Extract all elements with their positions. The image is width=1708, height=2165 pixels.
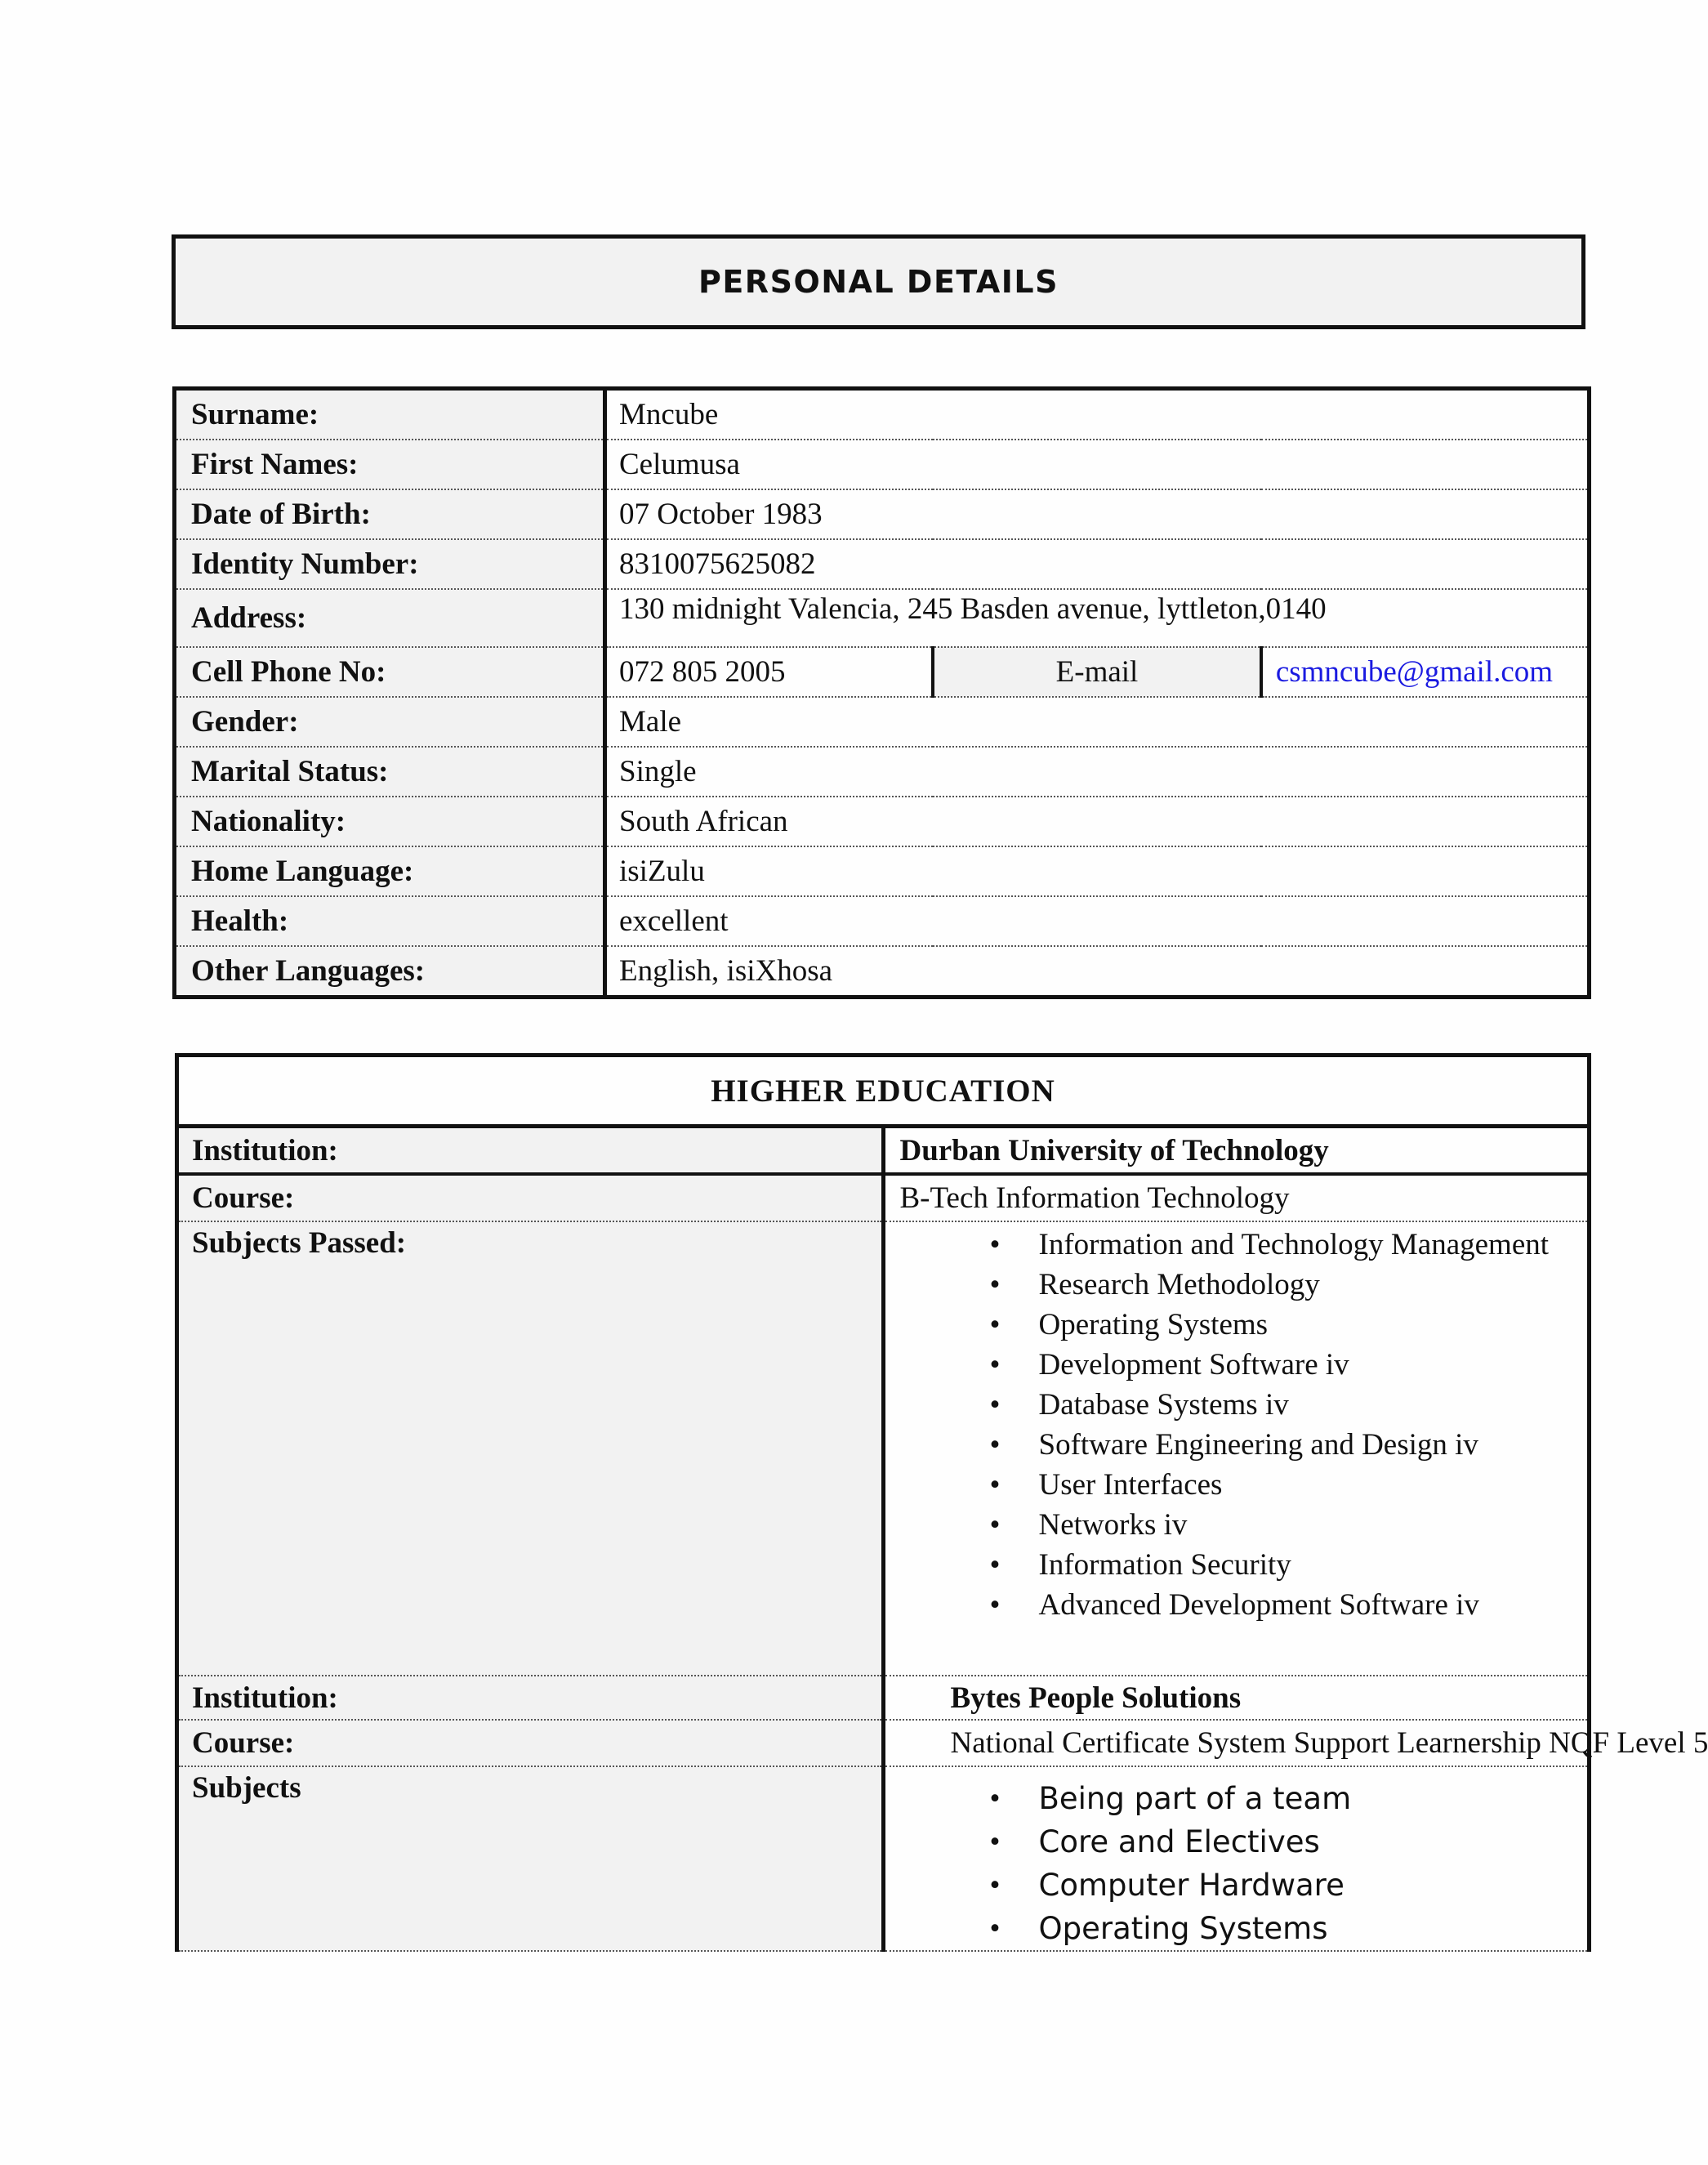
other-languages-row	[175, 946, 1590, 998]
id-number-label: Identity Number:	[175, 539, 605, 589]
other-languages-value: English, isiXhosa	[619, 954, 833, 988]
nationality-value: South African	[605, 797, 1590, 846]
dob-row	[175, 489, 1590, 539]
address-label: Address:	[175, 589, 605, 647]
gender-value: Male	[605, 697, 1590, 747]
first-names-label: First Names:	[175, 440, 605, 489]
email-label: E-mail	[933, 647, 1261, 697]
course-row	[177, 1174, 1590, 1221]
list-item: • Research Methodology	[885, 1265, 1588, 1305]
first-names-value: Celumusa	[605, 440, 1590, 489]
subjects-passed-label: Subjects Passed:	[177, 1221, 884, 1676]
list-item: • Advanced Development Software iv	[885, 1585, 1588, 1625]
higher-education-table	[175, 1053, 1708, 1952]
institution-label: Institution:	[177, 1676, 884, 1720]
course-label: Course:	[177, 1720, 884, 1766]
other-languages-label: Other Languages:	[175, 946, 605, 998]
cell-phone-label: Cell Phone No:	[175, 647, 605, 697]
surname-label: Surname:	[175, 389, 605, 440]
email-link[interactable]: csmncube@gmail.com	[1261, 647, 1590, 697]
institution-row	[177, 1127, 1590, 1175]
higher-education-heading-row	[177, 1056, 1590, 1127]
list-item: • Development Software iv	[885, 1345, 1588, 1385]
course-row	[177, 1720, 1590, 1766]
institution-value: Durban University of Technology	[883, 1127, 1590, 1175]
institution-label: Institution:	[177, 1127, 884, 1175]
course-value: National Certificate System Support Learnership NQF Level 5	[883, 1720, 1590, 1766]
subjects-row	[177, 1766, 1590, 1951]
institution-value: Bytes People Solutions	[883, 1676, 1590, 1720]
first-names-row	[175, 440, 1590, 489]
gender-label: Gender:	[175, 697, 605, 747]
marital-status-value: Single	[605, 747, 1590, 797]
course-label: Course:	[177, 1174, 884, 1221]
institution-row	[177, 1676, 1590, 1720]
gender-row	[175, 697, 1590, 747]
list-item: • Software Engineering and Design iv	[885, 1425, 1588, 1465]
marital-status-label: Marital Status:	[175, 747, 605, 797]
cell-phone-row	[175, 647, 1590, 697]
nationality-row	[175, 797, 1590, 846]
dob-label: Date of Birth:	[175, 489, 605, 539]
subjects-list	[885, 1222, 1588, 1625]
subjects-row	[177, 1221, 1590, 1676]
surname-row	[175, 389, 1590, 440]
home-language-row	[175, 846, 1590, 896]
subjects-list	[885, 1767, 1588, 1950]
health-value: excellent	[605, 896, 1590, 946]
address-row	[175, 589, 1590, 647]
subjects-cell	[883, 1766, 1590, 1951]
cell-phone-value: 072 805 2005	[605, 647, 934, 697]
address-value: 130 midnight Valencia, 245 Basden avenue, lyttleton,0140	[605, 589, 1590, 647]
list-item: • Being part of a team	[885, 1777, 1588, 1820]
higher-education-title: HIGHER EDUCATION	[177, 1056, 1590, 1127]
list-item: • Operating Systems	[885, 1305, 1588, 1345]
personal-details-table	[172, 386, 1591, 999]
list-item: • Operating Systems	[885, 1907, 1588, 1950]
surname-value: Mncube	[605, 389, 1590, 440]
health-row	[175, 896, 1590, 946]
list-item: • Networks iv	[885, 1505, 1588, 1545]
home-language-label: Home Language:	[175, 846, 605, 896]
home-language-value: isiZulu	[605, 846, 1590, 896]
subjects-cell	[883, 1221, 1590, 1676]
subjects-label: Subjects	[177, 1766, 884, 1951]
list-item: • Information Security	[885, 1545, 1588, 1585]
personal-details-heading	[172, 234, 1585, 329]
id-number-row	[175, 539, 1590, 589]
list-item: • Database Systems iv	[885, 1385, 1588, 1425]
list-item: • Core and Electives	[885, 1820, 1588, 1864]
id-number-value: 8310075625082	[605, 539, 1590, 589]
marital-status-row	[175, 747, 1590, 797]
dob-value: 07 October 1983	[605, 489, 1590, 539]
list-item: • Information and Technology Management	[885, 1225, 1588, 1265]
list-item: • User Interfaces	[885, 1465, 1588, 1505]
nationality-label: Nationality:	[175, 797, 605, 846]
health-label: Health:	[175, 896, 605, 946]
course-value: B-Tech Information Technology	[883, 1174, 1590, 1221]
personal-details-title: PERSONAL DETAILS	[698, 264, 1059, 300]
list-item: • Computer Hardware	[885, 1864, 1588, 1907]
